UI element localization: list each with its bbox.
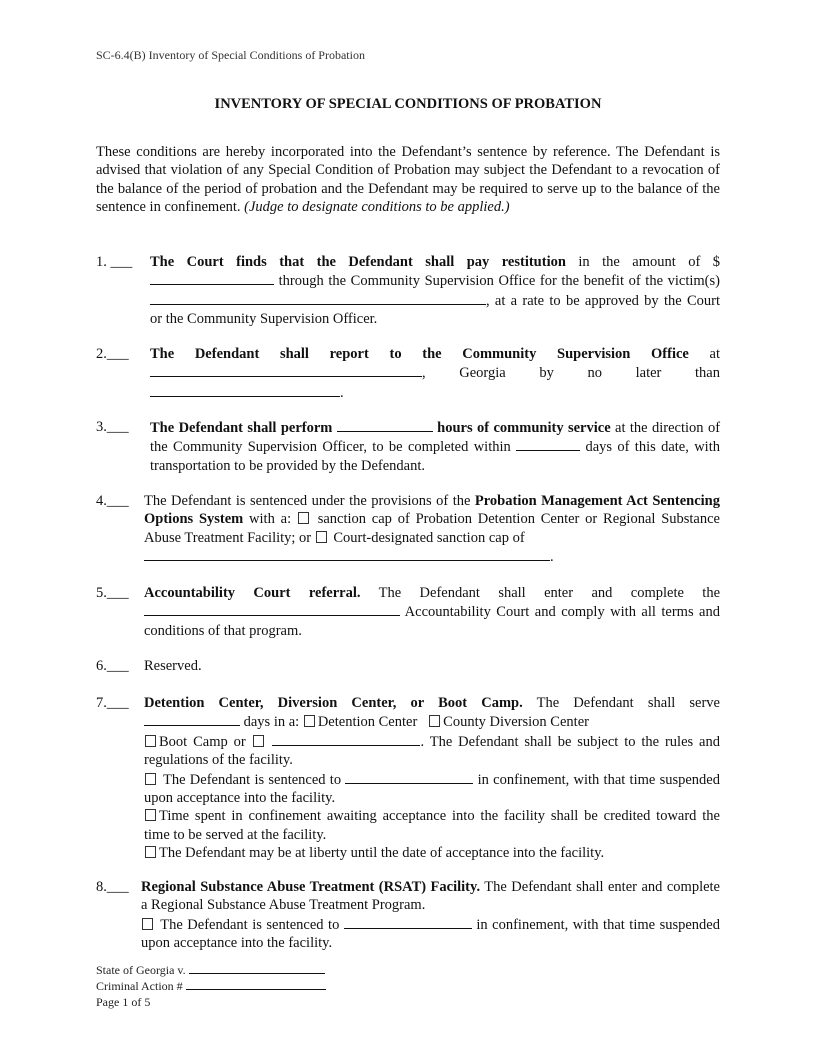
- rsat-confinement-term-field[interactable]: [344, 915, 472, 929]
- condition-4: [96, 492, 720, 567]
- page-number: Page 1 of 5: [96, 995, 151, 1009]
- condition-7-text: The Defendant is sentenced to: [163, 771, 346, 788]
- case-style-label: State of Georgia v.: [96, 963, 186, 977]
- intro-text: These conditions are hereby incorporated into the Defendant’s sentence by reference. The Defendant is advised that violation of any Special Condition of Probation may subject the Defendant to a revocation of the balance of the period of probation and the Defendant may be required to serve up to the balance of the sentence in confinement.: [96, 144, 720, 216]
- condition-8-text: in confinement, with that time suspended upon acceptance into the facility.: [141, 916, 720, 952]
- condition-7-text: days in a:: [240, 714, 303, 731]
- confinement-term-field[interactable]: [345, 770, 473, 784]
- condition-2-number[interactable]: 2.___: [96, 346, 129, 362]
- liberty-until-acceptance-checkbox[interactable]: [145, 846, 156, 858]
- rsat-confinement-checkbox[interactable]: [142, 918, 153, 930]
- condition-6-text: Reserved.: [144, 658, 202, 674]
- condition-6: [96, 657, 720, 675]
- condition-3-heading: hours of community service: [437, 420, 611, 436]
- condition-3-number[interactable]: 3.___: [96, 419, 129, 435]
- restitution-amount-field[interactable]: [150, 271, 274, 285]
- condition-6-number[interactable]: 6.___: [96, 658, 129, 674]
- condition-8: [96, 878, 720, 953]
- condition-3-text: at the direction of the Community Supervision Officer, to be completed within: [150, 420, 721, 456]
- report-location-field[interactable]: [150, 363, 422, 377]
- condition-8-heading: Regional Substance Abuse Treatment (RSAT) Facility.: [141, 879, 481, 895]
- sentenced-confinement-checkbox[interactable]: [145, 773, 156, 785]
- condition-4-heading: Probation Management Act Sentencing Options System: [144, 493, 720, 528]
- condition-5-number[interactable]: 5.___: [96, 585, 129, 601]
- intro-note: (Judge to designate conditions to be applied.): [244, 199, 510, 216]
- condition-2: [96, 345, 720, 402]
- case-style-field[interactable]: [189, 962, 325, 974]
- condition-8-text: The Defendant is sentenced to: [160, 916, 344, 933]
- facility-days-field[interactable]: [144, 712, 240, 726]
- condition-5-text: Accountability Court and comply with all terms and conditions of that program.: [144, 604, 720, 639]
- document-title: INVENTORY OF SPECIAL CONDITIONS OF PROBATION: [214, 96, 602, 112]
- condition-7-text: . The Defendant shall be subject to the rules and regulations of the facility.: [144, 733, 720, 769]
- condition-4-text: sanction cap of Probation Detention Center or Regional Substance Abuse Treatment Facility; or: [144, 511, 720, 546]
- condition-4-number[interactable]: 4.___: [96, 493, 129, 509]
- condition-1: [96, 253, 720, 329]
- condition-3-text: days of this date, with transportation to be provided by the Defendant.: [150, 439, 720, 474]
- detention-center-checkbox[interactable]: [304, 715, 315, 727]
- condition-2-heading: The Defendant shall report to the Community Supervision Office: [150, 346, 689, 362]
- condition-5-heading: Accountability Court referral.: [144, 585, 361, 601]
- service-hours-field[interactable]: [337, 418, 433, 432]
- condition-2-text: at: [688, 346, 720, 362]
- accountability-court-field[interactable]: [144, 602, 400, 616]
- pdc-rsat-checkbox[interactable]: [298, 512, 309, 524]
- condition-4-text: .: [550, 549, 554, 566]
- condition-2-text: , Georgia by no later than: [422, 365, 720, 382]
- other-facility-checkbox[interactable]: [253, 735, 264, 747]
- condition-4-text: with a:: [243, 511, 297, 528]
- condition-5: [96, 584, 720, 640]
- sanction-cap-field[interactable]: [144, 547, 550, 561]
- page-footer: [96, 962, 326, 1010]
- detention-center-label: Detention Center: [317, 714, 418, 731]
- service-days-field[interactable]: [516, 437, 580, 451]
- other-facility-field[interactable]: [272, 732, 420, 746]
- condition-1-number[interactable]: 1. ___: [96, 254, 133, 270]
- condition-7-text: The Defendant shall serve: [522, 695, 720, 711]
- victim-name-field[interactable]: [150, 291, 486, 305]
- criminal-action-field[interactable]: [186, 978, 326, 990]
- intro-paragraph: [96, 143, 720, 217]
- condition-1-text: , at a rate to be approved by the Court or the Community Supervision Officer.: [150, 292, 720, 328]
- criminal-action-label: Criminal Action #: [96, 979, 183, 993]
- boot-camp-label: Boot Camp or: [159, 733, 252, 750]
- diversion-center-checkbox[interactable]: [429, 715, 440, 727]
- condition-5-text: The Defendant shall enter and complete the: [360, 585, 720, 601]
- condition-1-text: through the Community Supervision Office for the benefit of the victim(s): [274, 273, 720, 290]
- time-credited-checkbox[interactable]: [145, 809, 156, 821]
- condition-8-text: The Defendant shall enter and complete a Regional Substance Abuse Treatment Program.: [141, 879, 720, 914]
- condition-3: [96, 418, 720, 475]
- condition-4-text: The Defendant is sentenced under the provisions of the: [144, 493, 475, 509]
- condition-7-text: The Defendant may be at liberty until the date of acceptance into the facility.: [159, 845, 605, 862]
- condition-7-heading: Detention Center, Diversion Center, or Boot Camp.: [144, 695, 523, 711]
- condition-1-heading: The Court finds that the Defendant shall pay restitution: [150, 254, 566, 270]
- condition-1-text: in the amount of $: [565, 254, 720, 270]
- condition-8-number[interactable]: 8.___: [96, 879, 129, 895]
- condition-7: [96, 694, 720, 863]
- form-header: SC-6.4(B) Inventory of Special Conditions of Probation: [96, 48, 365, 62]
- condition-7-text: Time spent in confinement awaiting acceptance into the facility shall be credited toward the time to be served at the facility.: [144, 808, 720, 843]
- condition-2-text: .: [340, 384, 344, 401]
- condition-7-text: in confinement, with that time suspended upon acceptance into the facility.: [144, 771, 720, 807]
- report-date-field[interactable]: [150, 383, 340, 397]
- court-sanction-checkbox[interactable]: [316, 531, 327, 543]
- condition-4-text: Court-designated sanction cap of: [333, 529, 525, 546]
- condition-3-heading: The Defendant shall perform: [150, 420, 333, 436]
- diversion-center-label: County Diversion Center: [443, 714, 589, 731]
- boot-camp-checkbox[interactable]: [145, 735, 156, 747]
- condition-7-number[interactable]: 7.___: [96, 695, 129, 711]
